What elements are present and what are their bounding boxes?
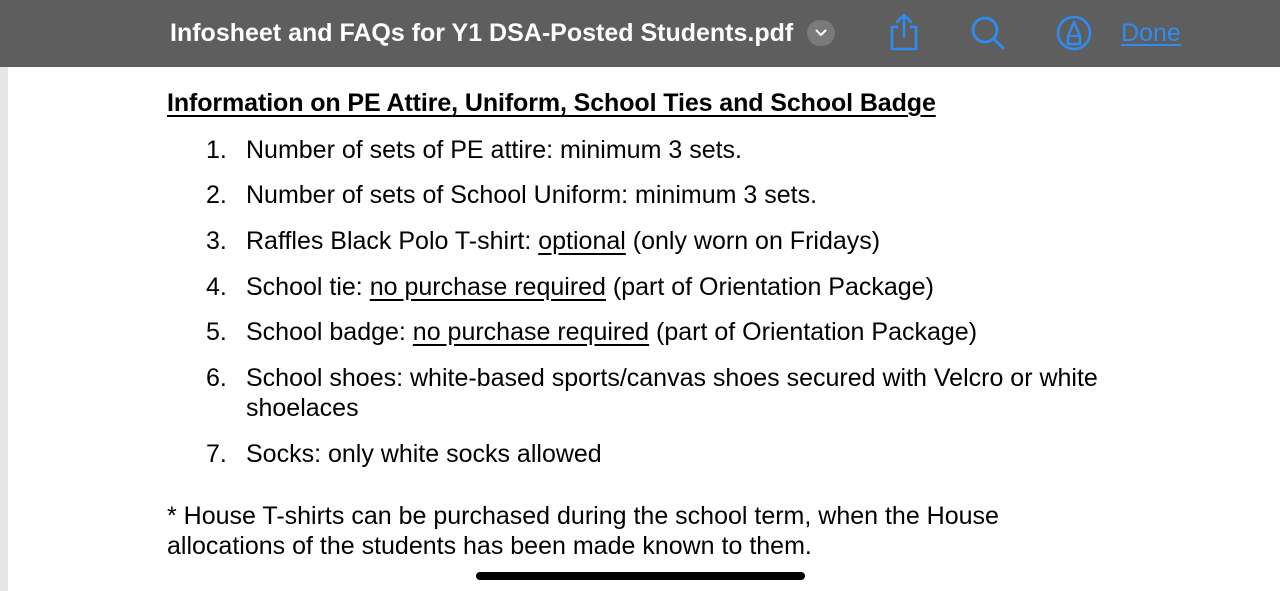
document-title[interactable]: Infosheet and FAQs for Y1 DSA-Posted Students.pdf [170, 19, 794, 47]
chevron-down-icon [815, 28, 827, 38]
list-item-text: Socks: only white socks allowed [246, 440, 602, 468]
footnote-line: allocations of the students has been made known to them. [167, 532, 812, 560]
footnote-line: * House T-shirts can be purchased during the school term, when the House [167, 502, 999, 530]
list-item-text [246, 363, 1098, 423]
list-item-suffix: (part of Orientation Package) [649, 318, 978, 346]
list-item-suffix: (only worn on Fridays) [625, 227, 881, 255]
list-item-line: School shoes: white-based sports/canvas shoes secured with Velcro or white [246, 364, 1098, 392]
markup-pen-icon[interactable] [1055, 14, 1093, 52]
footnote [167, 501, 999, 561]
list-item-underlined: no purchase required [412, 318, 650, 346]
list-item-number: 1. [206, 136, 227, 164]
section-heading: Information on PE Attire, Uniform, School Ties and School Badge [167, 89, 936, 117]
list-item-number: 7. [206, 440, 227, 468]
list-item-text [246, 272, 934, 302]
list-item-number: 4. [206, 273, 227, 301]
title-menu-button[interactable] [807, 20, 835, 46]
pdf-page-content [0, 67, 1280, 591]
list-item-underlined: no purchase required [369, 273, 606, 301]
list-item-prefix: School tie: [246, 273, 370, 301]
list-item-text [246, 317, 977, 347]
share-icon[interactable] [887, 12, 921, 52]
list-item-text [246, 226, 880, 256]
list-item-line: shoelaces [246, 394, 359, 422]
list-item-suffix: (part of Orientation Package) [605, 273, 934, 301]
list-item-number: 6. [206, 364, 227, 392]
list-item-underlined: optional [538, 227, 626, 255]
list-item-text: Number of sets of School Uniform: minimum 3 sets. [246, 181, 818, 209]
search-icon[interactable] [969, 14, 1007, 52]
list-item-text: Number of sets of PE attire: minimum 3 sets. [246, 136, 742, 164]
home-indicator[interactable] [476, 572, 805, 580]
list-item-number: 5. [206, 318, 227, 346]
list-item-prefix: Raffles Black Polo T-shirt: [246, 227, 539, 255]
list-item-number: 2. [206, 181, 227, 209]
list-item-prefix: School badge: [246, 318, 413, 346]
list-item-number: 3. [206, 227, 227, 255]
top-toolbar [0, 0, 1280, 67]
done-button[interactable]: Done [1121, 19, 1181, 47]
